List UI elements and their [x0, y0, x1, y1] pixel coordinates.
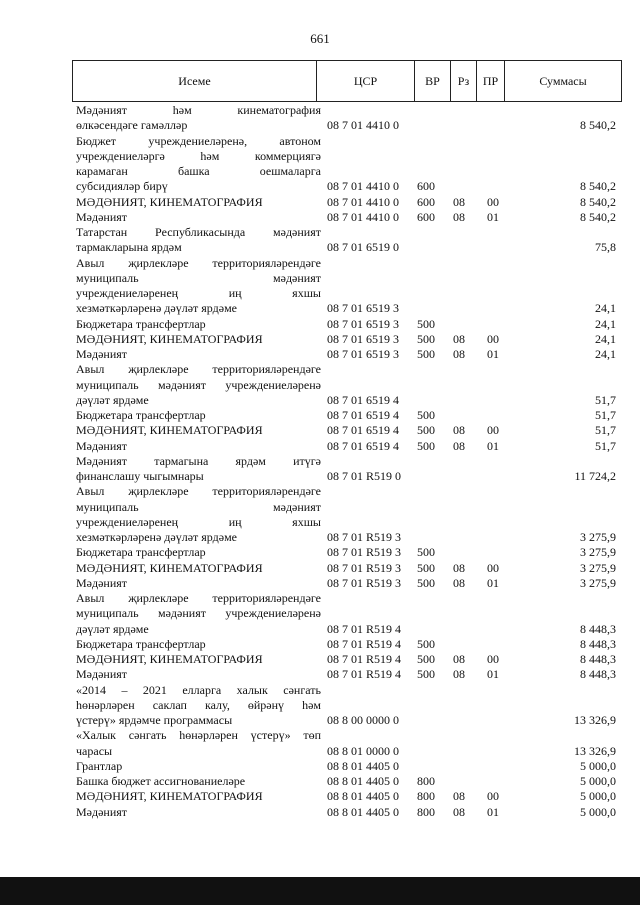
- row-name: [76, 210, 321, 225]
- table-row: [76, 591, 616, 637]
- row-vr: 500: [417, 545, 435, 560]
- row-name-line: хезмәткәрләренә дәүләт ярдәме: [76, 301, 237, 316]
- row-name-line: Авыл җирлекләре территорияләрендәге: [76, 484, 321, 499]
- table-row: [76, 805, 616, 820]
- row-csr: 08 7 01 R519 4: [327, 652, 402, 666]
- row-csr: 08 7 01 6519 4: [327, 438, 399, 453]
- row-name-line: муниципаль мәдәният учреждениеләренә: [76, 606, 321, 621]
- row-csr: 08 8 00 0000 0: [327, 713, 399, 727]
- table-body: [76, 103, 616, 820]
- row-name: [76, 683, 321, 729]
- row-vr: 600: [417, 209, 435, 224]
- row-pr: 01: [487, 804, 499, 819]
- row-name-line: Мәдәният: [76, 575, 128, 590]
- row-vr: 500: [417, 575, 435, 590]
- row-name: [76, 667, 321, 682]
- table-row: [76, 408, 616, 423]
- row-csr: 08 7 01 R519 3: [327, 575, 402, 590]
- row-name: [76, 332, 321, 347]
- row-name: [76, 454, 321, 485]
- row-pr: 00: [487, 789, 499, 804]
- row-csr: 08 7 01 4410 0: [327, 209, 399, 224]
- row-csr: 08 7 01 6519 3: [327, 347, 399, 361]
- row-name-line: МӘДӘНИЯТ, КИНЕМАТОГРАФИЯ: [76, 560, 263, 575]
- row-name: [76, 637, 321, 652]
- row-sum: 24,1: [595, 331, 616, 346]
- row-sum: 51,7: [595, 392, 616, 407]
- row-name-line: Грантлар: [76, 758, 123, 773]
- table-row: [76, 683, 616, 729]
- page-number: 661: [310, 31, 330, 46]
- row-pr: 00: [487, 652, 499, 666]
- row-vr: 500: [417, 316, 435, 331]
- row-sum: 3 275,9: [580, 575, 616, 590]
- row-name-line: МӘДӘНИЯТ, КИНЕМАТОГРАФИЯ: [76, 423, 263, 438]
- row-name-line: Башка бюджет ассигнованиеләре: [76, 774, 246, 788]
- row-sum: 5 000,0: [580, 789, 616, 804]
- row-name: [76, 759, 321, 774]
- row-vr: 500: [417, 560, 435, 575]
- table-row: [76, 225, 616, 256]
- row-rz: 08: [453, 804, 465, 819]
- row-pr: 00: [487, 194, 499, 209]
- table-row: [76, 652, 616, 667]
- row-sum: 75,8: [595, 240, 616, 255]
- table-row: [76, 484, 616, 545]
- row-name: [76, 408, 321, 423]
- row-vr: 500: [417, 667, 435, 682]
- row-name: [76, 774, 321, 789]
- table-row: [76, 728, 616, 759]
- scan-border: [0, 877, 640, 905]
- header-sum: Суммасы: [504, 61, 621, 101]
- row-sum: 13 326,9: [574, 713, 616, 727]
- row-csr: 08 8 01 4405 0: [327, 758, 399, 773]
- row-name: [76, 789, 321, 804]
- row-name: [76, 561, 321, 576]
- row-sum: 24,1: [595, 316, 616, 331]
- row-name: [76, 805, 321, 820]
- row-csr: 08 7 01 R519 0: [327, 469, 402, 483]
- row-pr: 01: [487, 209, 499, 224]
- row-sum: 8 540,2: [580, 209, 616, 224]
- row-rz: 08: [453, 560, 465, 575]
- header-rz: Рз: [450, 61, 476, 101]
- row-name-line: Мәдәният тармагына ярдәм итүгә: [76, 453, 321, 468]
- row-vr: 500: [417, 652, 435, 666]
- row-csr: 08 7 01 R519 3: [327, 545, 402, 560]
- table-row: [76, 210, 616, 225]
- row-csr: 08 7 01 R519 4: [327, 667, 402, 682]
- table-row: [76, 576, 616, 591]
- header-name: Исеме: [178, 73, 211, 88]
- table-row: [76, 759, 616, 774]
- row-name-line: учреждениеләренең иң яхшы: [76, 286, 321, 300]
- row-name: [76, 439, 321, 454]
- row-name-line: Мәдәният: [76, 667, 128, 682]
- row-sum: 3 275,9: [580, 530, 616, 544]
- row-csr: 08 7 01 4410 0: [327, 179, 399, 194]
- row-name-line: Мәдәният һәм кинематография: [76, 103, 321, 117]
- row-name: [76, 103, 321, 134]
- table-row: [76, 774, 616, 789]
- table-row: [76, 195, 616, 210]
- row-sum: 51,7: [595, 408, 616, 422]
- row-name-line: Бюджетара трансфертлар: [76, 545, 206, 560]
- table-header: [72, 60, 622, 102]
- row-rz: 08: [453, 789, 465, 804]
- row-name-line: Мәдәният: [76, 209, 128, 224]
- row-vr: 500: [417, 408, 435, 422]
- table-row: [76, 256, 616, 317]
- row-csr: 08 8 01 4405 0: [327, 804, 399, 819]
- row-name-line: Бюджетара трансфертлар: [76, 408, 206, 422]
- row-vr: 800: [417, 789, 435, 804]
- row-vr: 500: [417, 331, 435, 346]
- row-pr: 01: [487, 347, 499, 361]
- table-row: [76, 362, 616, 408]
- row-sum: 24,1: [595, 347, 616, 361]
- row-csr: 08 7 01 R519 4: [327, 636, 402, 651]
- row-name-line: муниципаль мәдәният: [76, 499, 321, 514]
- row-csr: 08 7 01 6519 4: [327, 408, 399, 422]
- row-name-line: үстерү» ярдәмче программасы: [76, 713, 233, 727]
- row-name-line: чарасы: [76, 743, 113, 758]
- row-sum: 51,7: [595, 423, 616, 438]
- row-pr: 01: [487, 438, 499, 453]
- row-vr: 600: [417, 179, 435, 194]
- row-name-line: МӘДӘНИЯТ, КИНЕМАТОГРАФИЯ: [76, 789, 263, 804]
- row-vr: 500: [417, 438, 435, 453]
- row-name-line: муниципаль мәдәният учреждениеләренә: [76, 377, 321, 392]
- row-rz: 08: [453, 209, 465, 224]
- row-vr: 800: [417, 804, 435, 819]
- row-rz: 08: [453, 438, 465, 453]
- row-vr: 500: [417, 636, 435, 651]
- row-name-line: Авыл җирлекләре территорияләрендәге: [76, 362, 321, 377]
- row-rz: 08: [453, 194, 465, 209]
- row-name-line: Бюджетара трансфертлар: [76, 316, 206, 331]
- row-csr: 08 8 01 4405 0: [327, 789, 399, 804]
- row-csr: 08 8 01 4405 0: [327, 774, 399, 788]
- row-sum: 3 275,9: [580, 560, 616, 575]
- row-sum: 8 448,3: [580, 636, 616, 651]
- table-row: [76, 561, 616, 576]
- row-vr: 600: [417, 194, 435, 209]
- row-name-line: учреждениеләренең иң яхшы: [76, 514, 321, 529]
- row-sum: 8 540,2: [580, 118, 616, 133]
- row-csr: 08 7 01 6519 3: [327, 316, 399, 331]
- row-name: [76, 134, 321, 195]
- row-name-line: хезмәткәрләренә дәүләт ярдәме: [76, 530, 237, 544]
- row-name: [76, 362, 321, 408]
- table-row: [76, 317, 616, 332]
- row-name-line: МӘДӘНИЯТ, КИНЕМАТОГРАФИЯ: [76, 194, 263, 209]
- row-name: [76, 728, 321, 759]
- row-rz: 08: [453, 575, 465, 590]
- row-csr: 08 7 01 R519 3: [327, 560, 402, 575]
- row-name-line: муниципаль мәдәният: [76, 270, 321, 285]
- row-csr: 08 7 01 4410 0: [327, 194, 399, 209]
- table-row: [76, 637, 616, 652]
- row-sum: 8 448,3: [580, 652, 616, 666]
- table-row: [76, 454, 616, 485]
- row-sum: 8 448,3: [580, 667, 616, 682]
- row-name-line: дәүләт ярдәме: [76, 621, 149, 636]
- row-vr: 500: [417, 347, 435, 361]
- row-name-line: МӘДӘНИЯТ, КИНЕМАТОГРАФИЯ: [76, 652, 263, 666]
- row-csr: 08 8 01 0000 0: [327, 743, 399, 758]
- row-name-line: субсидияләр бирү: [76, 179, 168, 194]
- row-vr: 500: [417, 423, 435, 438]
- row-sum: 8 540,2: [580, 194, 616, 209]
- table-row: [76, 667, 616, 682]
- row-name-line: «Халык сәнгать һөнәрләрен үстерү» төп: [76, 728, 321, 743]
- row-sum: 11 724,2: [574, 469, 616, 483]
- row-name-line: дәүләт ярдәме: [76, 392, 149, 407]
- row-rz: 08: [453, 347, 465, 361]
- row-name-line: финанслашу чыгымнары: [76, 469, 204, 483]
- row-sum: 8 540,2: [580, 179, 616, 194]
- row-vr: 800: [417, 774, 435, 788]
- table-row: [76, 789, 616, 804]
- row-name-line: МӘДӘНИЯТ, КИНЕМАТОГРАФИЯ: [76, 331, 263, 346]
- row-name-line: карамаган башка оешмаларга: [76, 164, 321, 178]
- row-csr: 08 7 01 6519 3: [327, 331, 399, 346]
- row-pr: 00: [487, 423, 499, 438]
- row-pr: 01: [487, 667, 499, 682]
- row-name-line: «2014 – 2021 елларга халык сәнгать: [76, 682, 321, 697]
- row-csr: 08 7 01 R519 3: [327, 530, 402, 544]
- row-csr: 08 7 01 6519 3: [327, 301, 399, 316]
- row-name: [76, 484, 321, 545]
- header-vr: ВР: [414, 61, 450, 101]
- row-name-line: Бюджетара трансфертлар: [76, 636, 206, 651]
- header-pr: ПР: [476, 61, 504, 101]
- row-name: [76, 545, 321, 560]
- row-csr: 08 7 01 6519 4: [327, 423, 399, 438]
- row-pr: 00: [487, 560, 499, 575]
- row-rz: 08: [453, 652, 465, 666]
- row-name-line: тармакларына ярдәм: [76, 240, 182, 255]
- row-name: [76, 317, 321, 332]
- row-name: [76, 423, 321, 438]
- row-name: [76, 652, 321, 667]
- row-sum: 3 275,9: [580, 545, 616, 560]
- table-row: [76, 134, 616, 195]
- row-sum: 5 000,0: [580, 774, 616, 788]
- row-name: [76, 347, 321, 362]
- row-sum: 13 326,9: [574, 743, 616, 758]
- row-name: [76, 591, 321, 637]
- row-name: [76, 576, 321, 591]
- row-name-line: Татарстан Республикасында мәдәният: [76, 225, 321, 239]
- table-row: [76, 103, 616, 134]
- row-sum: 24,1: [595, 301, 616, 316]
- row-pr: 00: [487, 331, 499, 346]
- table-row: [76, 347, 616, 362]
- row-csr: 08 7 01 R519 4: [327, 621, 402, 636]
- row-name-line: Мәдәният: [76, 804, 128, 819]
- row-name-line: һөнәрләрен саклап калу, өйрәнү һәм: [76, 697, 321, 712]
- row-name-line: учреждениеләргә һәм коммерциягә: [76, 148, 321, 163]
- row-sum: 5 000,0: [580, 804, 616, 819]
- row-name-line: Мәдәният: [76, 438, 128, 453]
- row-name-line: Бюджет учреждениеләренә, автоном: [76, 133, 321, 148]
- row-name-line: өлкәсендәге гамәлләр: [76, 118, 188, 133]
- row-sum: 8 448,3: [580, 621, 616, 636]
- row-csr: 08 7 01 4410 0: [327, 118, 399, 133]
- row-rz: 08: [453, 423, 465, 438]
- table-row: [76, 332, 616, 347]
- row-csr: 08 7 01 6519 4: [327, 392, 399, 407]
- table-row: [76, 423, 616, 438]
- row-sum: 5 000,0: [580, 758, 616, 773]
- row-name-line: Авыл җирлекләре территорияләрендәге: [76, 591, 321, 605]
- row-rz: 08: [453, 331, 465, 346]
- header-csr: ЦСР: [316, 61, 414, 101]
- table-row: [76, 439, 616, 454]
- row-rz: 08: [453, 667, 465, 682]
- row-sum: 51,7: [595, 438, 616, 453]
- row-csr: 08 7 01 6519 0: [327, 240, 399, 255]
- row-name-line: Мәдәният: [76, 347, 128, 361]
- row-name: [76, 195, 321, 210]
- row-name: [76, 256, 321, 317]
- row-name-line: Авыл җирлекләре территорияләрендәге: [76, 255, 321, 270]
- row-pr: 01: [487, 575, 499, 590]
- table-row: [76, 545, 616, 560]
- row-name: [76, 225, 321, 256]
